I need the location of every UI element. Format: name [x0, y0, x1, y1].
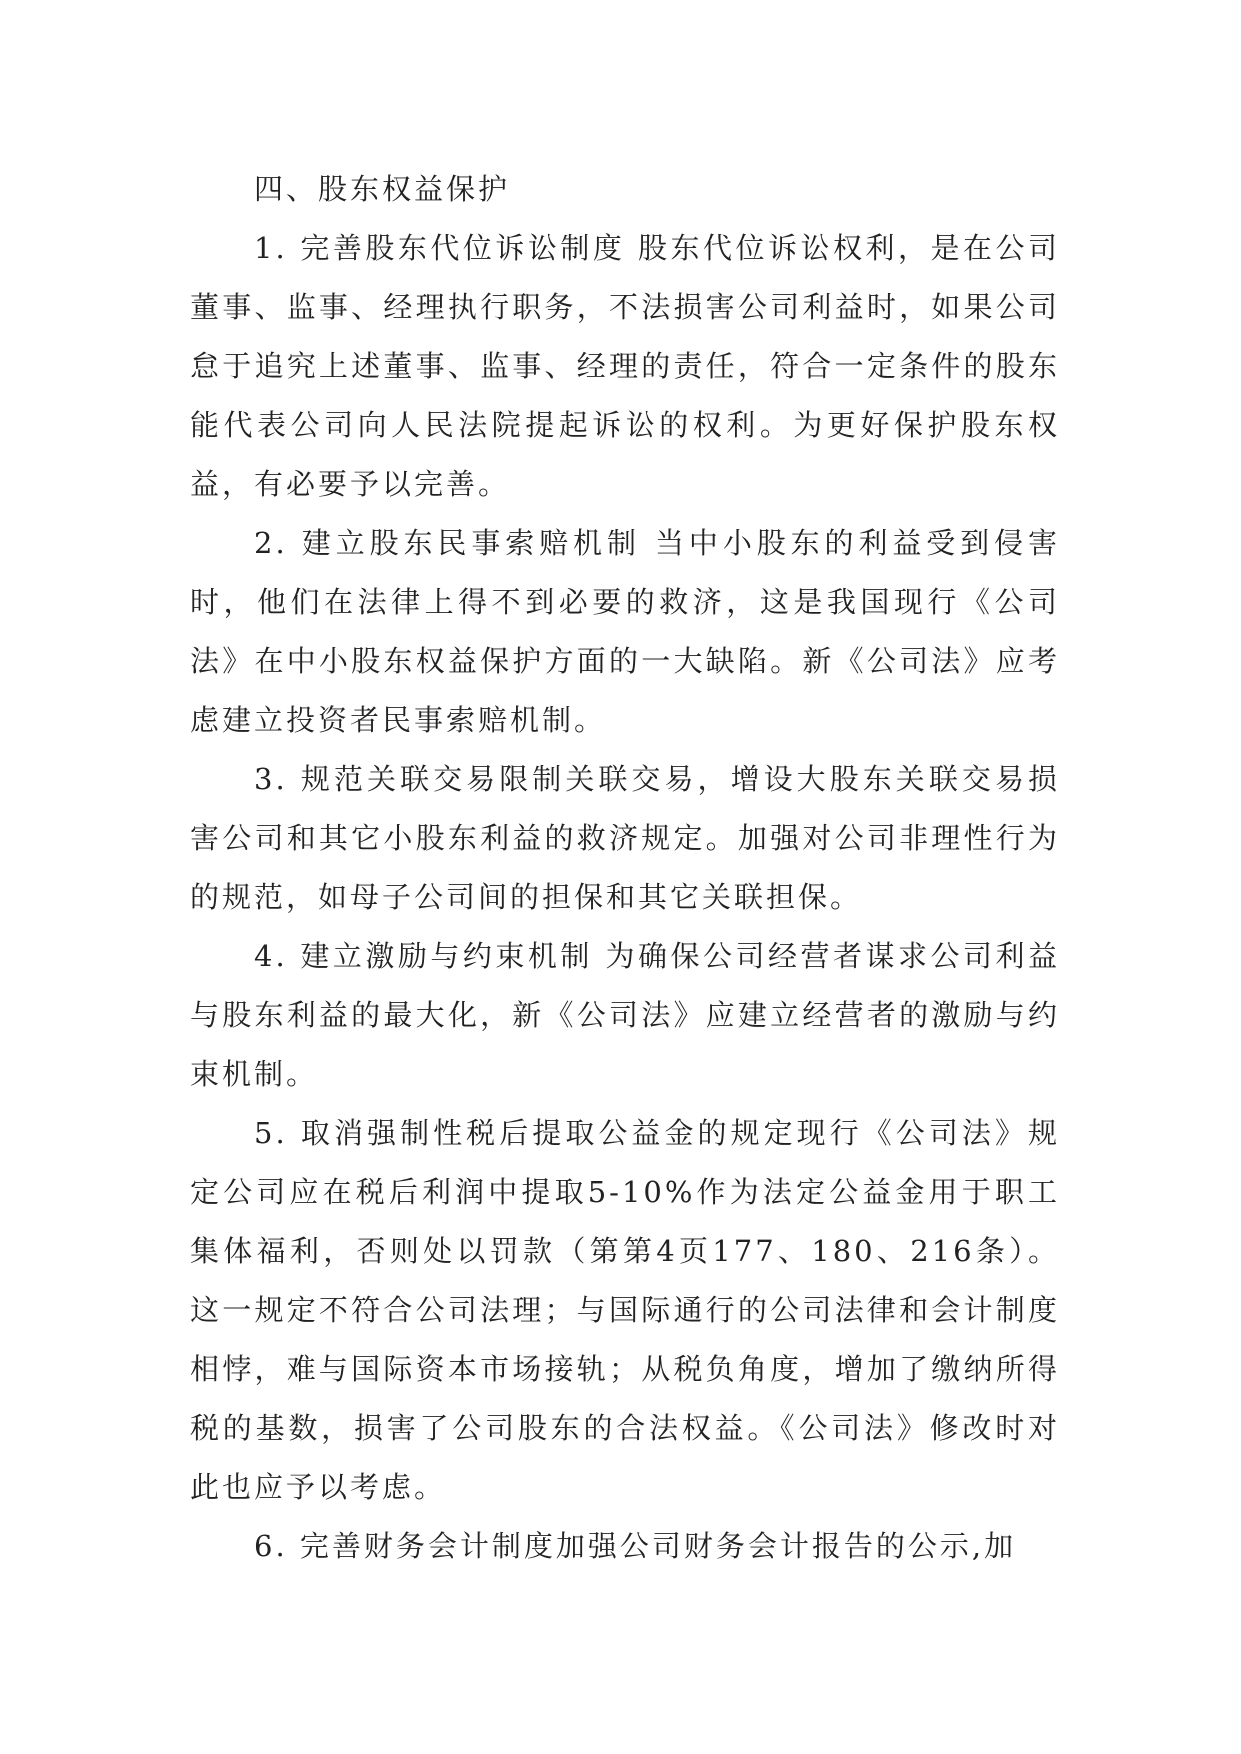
paragraph-2: 2. 建立股东民事索赔机制 当中小股东的利益受到侵害时，他们在法律上得不到必要的救济，这是我国现行《公司法》在中小股东权益保护方面的一大缺陷。新《公司法》应考虑建立投资者民事索赔机制。 [190, 526, 1060, 737]
section-heading: 四、股东权益保护 [254, 172, 511, 206]
document-body [190, 160, 1060, 1576]
paragraph-1: 1. 完善股东代位诉讼制度 股东代位诉讼权利，是在公司董事、监事、经理执行职务，不法损害公司利益时，如果公司怠于追究上述董事、监事、经理的责任，符合一定条件的股东能代表公司向人民法院提起诉讼的权利。为更好保护股东权益，有必要予以完善。 [190, 231, 1060, 501]
paragraph-6: 6. 完善财务会计制度加强公司财务会计报告的公示,加 [254, 1529, 1017, 1563]
paragraph-5: 5. 取消强制性税后提取公益金的规定现行《公司法》规定公司应在税后利润中提取5-10%作为法定公益金用于职工集体福利，否则处以罚款（第第4页177、180、216条）。这一规定不符合公司法理；与国际通行的公司法律和会计制度相悖，难与国际资本市场接轨；从税负角度，增加了缴纳所得税的基数，损害了公司股东的合法权益。《公司法》修改时对此也应予以考虑。 [190, 1116, 1060, 1504]
paragraph-3: 3. 规范关联交易限制关联交易，增设大股东关联交易损害公司和其它小股东利益的救济规定。加强对公司非理性行为的规范，如母子公司间的担保和其它关联担保。 [190, 762, 1060, 914]
paragraph-4: 4. 建立激励与约束机制 为确保公司经营者谋求公司利益与股东利益的最大化，新《公司法》应建立经营者的激励与约束机制。 [190, 939, 1060, 1091]
